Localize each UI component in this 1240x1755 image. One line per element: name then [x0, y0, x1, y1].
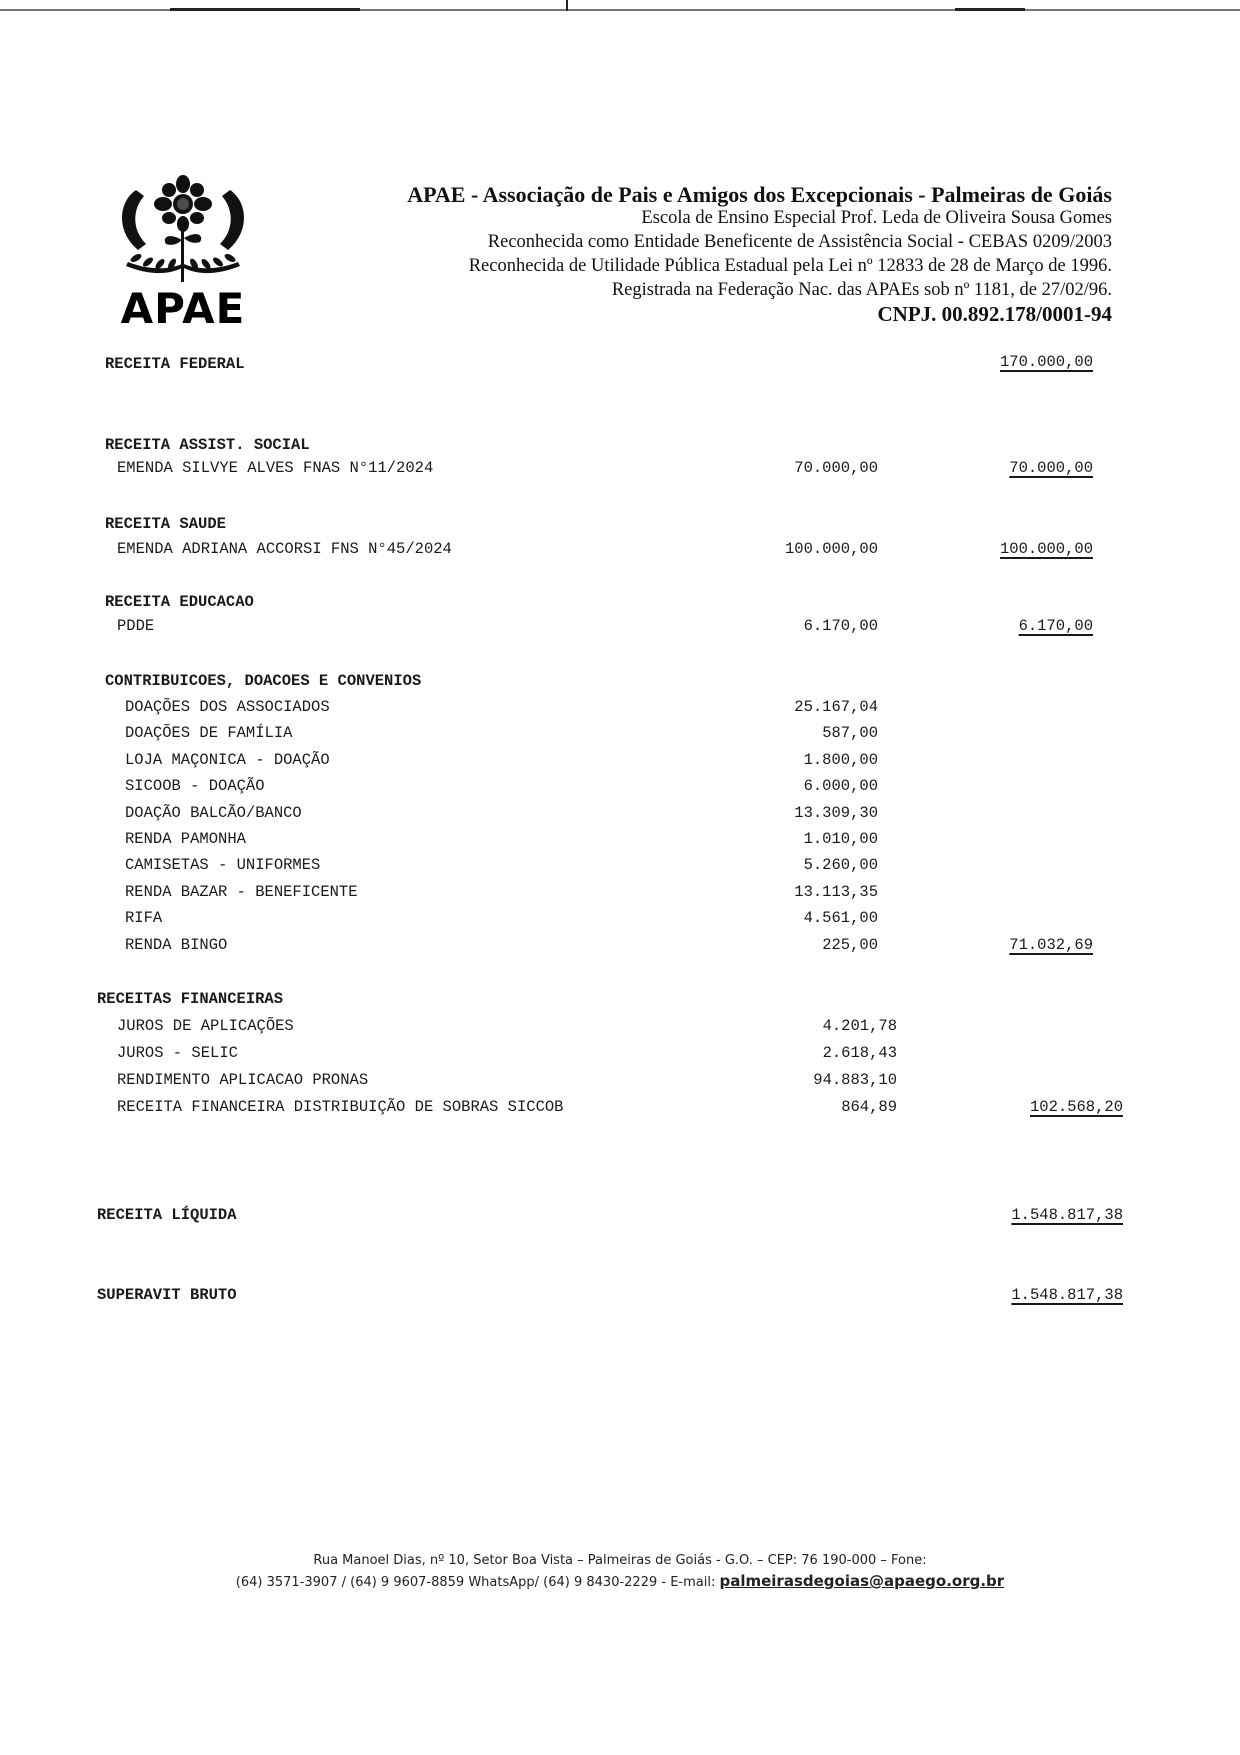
line-item-label: LOJA MAÇONICA - DOAÇÃO	[125, 750, 330, 769]
apae-logo	[108, 172, 258, 332]
section-total-financeiras: 102.568,20	[1029, 1098, 1123, 1116]
section-title-assist: RECEITA ASSIST. SOCIAL	[105, 436, 310, 454]
section-total-assist: 70.000,00	[1009, 459, 1093, 477]
org-title: APAE - Associação de Pais e Amigos dos Excepcionais - Palmeiras de Goiás	[407, 182, 1112, 207]
section-title-educacao: RECEITA EDUCACAO	[105, 593, 254, 611]
line-item-label: DOAÇÃO BALCÃO/BANCO	[125, 803, 302, 822]
section-title-superavit: SUPERAVIT BRUTO	[97, 1286, 237, 1304]
line-item-value: 13.113,35	[794, 882, 878, 901]
line-item-value: 4.201,78	[822, 1017, 897, 1035]
section-total-contribuicoes: 71.032,69	[1009, 936, 1093, 954]
line-item-value: 2.618,43	[822, 1044, 897, 1062]
line-item-value: 225,00	[822, 935, 878, 954]
line-item-label: PDDE	[117, 617, 155, 635]
line-item-value: 6.170,00	[803, 617, 878, 635]
line-item-value: 587,00	[822, 724, 878, 743]
line-item-label: RIFA	[125, 909, 163, 928]
cebas-line: Reconhecida como Entidade Beneficente de Assistência Social - CEBAS 0209/2003	[487, 232, 1112, 252]
line-item-value: 5.260,00	[803, 856, 878, 875]
line-item-label: CAMISETAS - UNIFORMES	[125, 856, 321, 875]
line-item-label: DOAÇÕES DOS ASSOCIADOS	[125, 698, 330, 716]
scan-tick-mark	[566, 0, 568, 11]
section-total-federal: 170.000,00	[999, 353, 1093, 371]
section-total-saude: 100.000,00	[999, 540, 1093, 558]
line-item-label: JUROS DE APLICAÇÕES	[117, 1017, 294, 1035]
section-title-financeiras: RECEITAS FINANCEIRAS	[97, 990, 284, 1008]
line-item-value: 6.000,00	[803, 777, 878, 796]
footer-email-link[interactable]: palmeirasdegoias@apaego.org.br	[719, 1572, 1005, 1590]
logo-wordmark: APAE	[120, 284, 246, 333]
section-total-educacao: 6.170,00	[1018, 617, 1093, 635]
school-name: Escola de Ensino Especial Prof. Leda de Oliveira Sousa Gomes	[641, 208, 1112, 228]
line-item-label: RENDA PAMONHA	[125, 830, 246, 848]
line-item-label: RENDA BINGO	[125, 935, 228, 954]
cnpj: CNPJ. 00.892.178/0001-94	[877, 302, 1112, 326]
line-item-value: 70.000,00	[794, 459, 878, 477]
scan-border-line-dark	[170, 8, 360, 11]
public-utility-line: Reconhecida de Utilidade Pública Estadual pela Lei nº 12833 de 28 de Março de 1996.	[468, 256, 1112, 276]
line-item-value: 100.000,00	[784, 540, 878, 558]
line-item-label: RENDIMENTO APLICACAO PRONAS	[117, 1071, 369, 1089]
line-item-label: DOAÇÕES DE FAMÍLIA	[125, 724, 293, 743]
section-title-liquida: RECEITA LÍQUIDA	[97, 1206, 237, 1224]
footer-address: Rua Manoel Dias, nº 10, Setor Boa Vista – Palmeiras de Goiás - G.O. – CEP: 76 190-000 – Fone:	[313, 1553, 927, 1568]
line-item-value: 13.309,30	[794, 803, 878, 822]
line-item-value: 1.010,00	[803, 830, 878, 848]
scan-border-line-dark	[955, 8, 1025, 11]
flower-hands-icon	[108, 172, 258, 287]
footer-contacts	[0, 1572, 1240, 1590]
line-item-label: EMENDA SILVYE ALVES FNAS N°11/2024	[117, 459, 434, 477]
line-item-value: 25.167,04	[794, 698, 878, 716]
section-title-federal: RECEITA FEDERAL	[105, 355, 245, 373]
line-item-value: 864,89	[841, 1098, 897, 1116]
section-total-superavit: 1.548.817,38	[1011, 1286, 1123, 1304]
section-title-contribuicoes: CONTRIBUICOES, DOACOES E CONVENIOS	[105, 672, 422, 690]
line-item-value: 1.800,00	[803, 750, 878, 769]
footer-phones: (64) 3571-3907 / (64) 9 9607-8859 WhatsApp/ (64) 9 8430-2229 - E-mail:	[235, 1575, 720, 1590]
line-item-label: EMENDA ADRIANA ACCORSI FNS N°45/2024	[117, 540, 452, 558]
federation-line: Registrada na Federação Nac. das APAEs sob nº 1181, de 27/02/96.	[611, 280, 1112, 300]
line-item-label: RECEITA FINANCEIRA DISTRIBUIÇÃO DE SOBRAS SICCOB	[117, 1098, 564, 1116]
line-item-label: SICOOB - DOAÇÃO	[125, 777, 265, 796]
line-item-label: JUROS - SELIC	[117, 1044, 238, 1062]
line-item-label: RENDA BAZAR - BENEFICENTE	[125, 882, 358, 901]
line-item-value: 94.883,10	[813, 1071, 897, 1089]
section-title-saude: RECEITA SAUDE	[105, 515, 226, 533]
section-total-liquida: 1.548.817,38	[1011, 1206, 1123, 1224]
line-item-value: 4.561,00	[803, 909, 878, 928]
